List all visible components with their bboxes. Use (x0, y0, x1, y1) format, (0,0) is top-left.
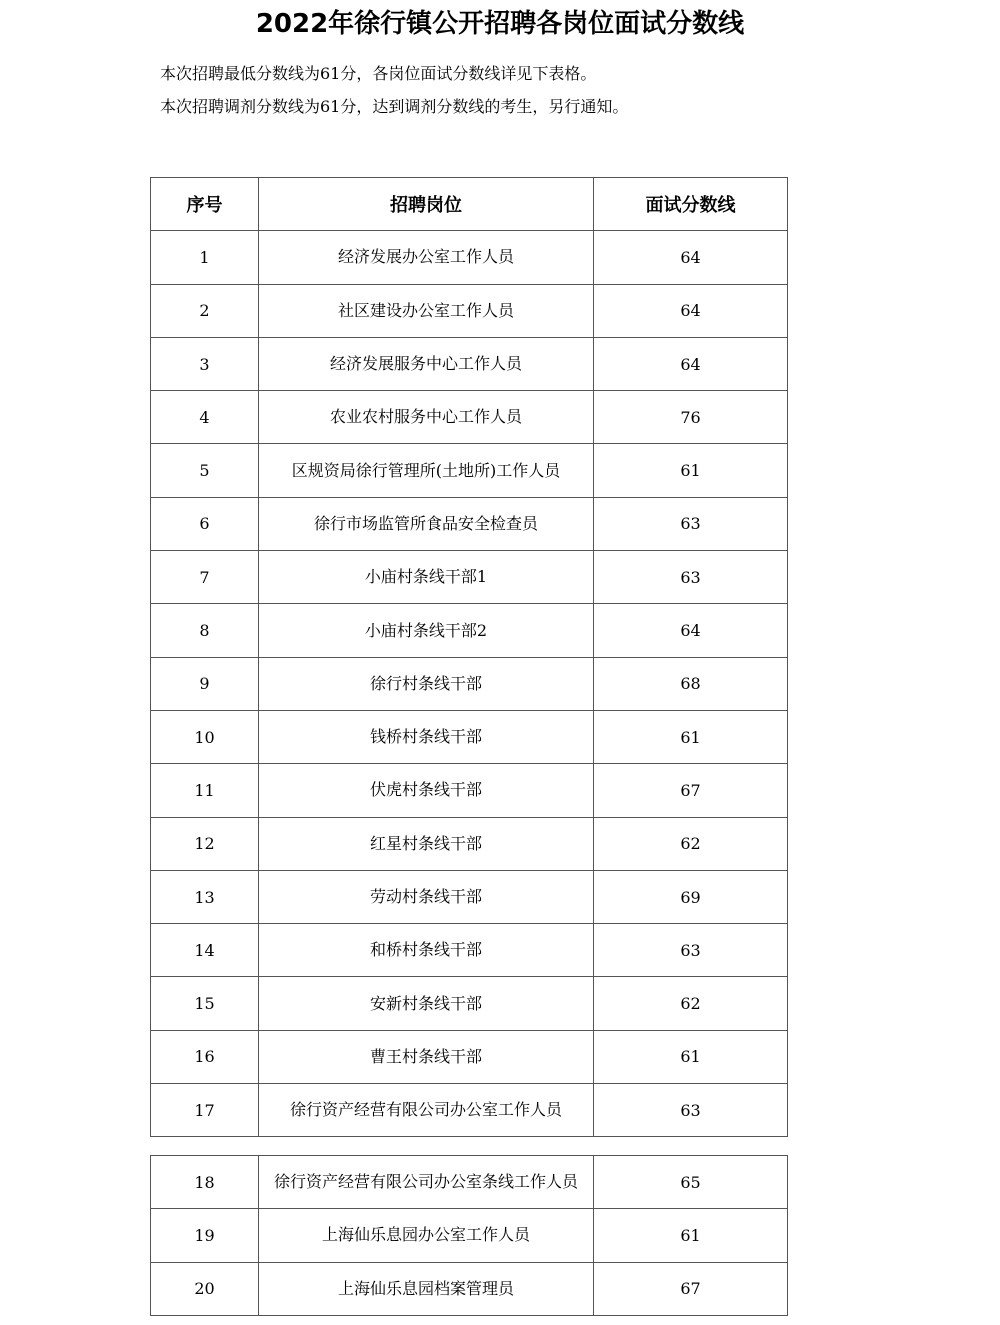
score-table-page-2 (150, 1155, 788, 1316)
row-number-cell: 4 (151, 391, 259, 444)
row-position-cell: 上海仙乐息园档案管理员 (259, 1262, 594, 1315)
row-score-cell: 61 (594, 1209, 788, 1262)
header-no: 序号 (151, 178, 259, 231)
row-score-cell: 64 (594, 231, 788, 284)
table-row (151, 391, 788, 444)
table-row (151, 1209, 788, 1262)
row-position-cell: 曹王村条线干部 (259, 1030, 594, 1083)
row-position-cell: 徐行资产经营有限公司办公室条线工作人员 (259, 1156, 594, 1209)
header-position: 招聘岗位 (259, 178, 594, 231)
table-row (151, 764, 788, 817)
row-number-cell: 3 (151, 337, 259, 390)
table-row (151, 817, 788, 870)
row-number-cell: 6 (151, 497, 259, 550)
row-score-cell: 64 (594, 604, 788, 657)
row-position-cell: 农业农村服务中心工作人员 (259, 391, 594, 444)
table-row (151, 284, 788, 337)
row-score-cell: 62 (594, 977, 788, 1030)
table-row (151, 604, 788, 657)
row-position-cell: 经济发展办公室工作人员 (259, 231, 594, 284)
table-row (151, 1084, 788, 1137)
row-number-cell: 2 (151, 284, 259, 337)
row-number-cell: 19 (151, 1209, 259, 1262)
row-score-cell: 63 (594, 497, 788, 550)
row-position-cell: 红星村条线干部 (259, 817, 594, 870)
row-score-cell: 68 (594, 657, 788, 710)
row-position-cell: 安新村条线干部 (259, 977, 594, 1030)
table-row (151, 1156, 788, 1209)
row-score-cell: 63 (594, 551, 788, 604)
row-number-cell: 15 (151, 977, 259, 1030)
row-position-cell: 社区建设办公室工作人员 (259, 284, 594, 337)
row-number-cell: 20 (151, 1262, 259, 1315)
row-number-cell: 7 (151, 551, 259, 604)
score-table-page-1 (150, 177, 788, 1137)
row-position-cell: 区规资局徐行管理所(土地所)工作人员 (259, 444, 594, 497)
notice-adjust-score: 本次招聘调剂分数线为61分，达到调剂分数线的考生，另行通知。 (160, 97, 629, 116)
row-position-cell: 经济发展服务中心工作人员 (259, 337, 594, 390)
row-position-cell: 徐行资产经营有限公司办公室工作人员 (259, 1084, 594, 1137)
row-score-cell: 61 (594, 1030, 788, 1083)
row-position-cell: 徐行村条线干部 (259, 657, 594, 710)
row-number-cell: 1 (151, 231, 259, 284)
row-position-cell: 上海仙乐息园办公室工作人员 (259, 1209, 594, 1262)
row-position-cell: 小庙村条线干部1 (259, 551, 594, 604)
table-row (151, 444, 788, 497)
row-score-cell: 76 (594, 391, 788, 444)
table-header-row (151, 178, 788, 231)
row-position-cell: 徐行市场监管所食品安全检查员 (259, 497, 594, 550)
row-position-cell: 劳动村条线干部 (259, 870, 594, 923)
row-number-cell: 5 (151, 444, 259, 497)
row-score-cell: 64 (594, 284, 788, 337)
row-number-cell: 16 (151, 1030, 259, 1083)
row-position-cell: 和桥村条线干部 (259, 924, 594, 977)
row-score-cell: 61 (594, 444, 788, 497)
row-number-cell: 11 (151, 764, 259, 817)
table-row (151, 870, 788, 923)
table-row (151, 1262, 788, 1315)
row-number-cell: 12 (151, 817, 259, 870)
table-row (151, 337, 788, 390)
row-position-cell: 钱桥村条线干部 (259, 710, 594, 763)
row-score-cell: 62 (594, 817, 788, 870)
table-row (151, 710, 788, 763)
table-row (151, 657, 788, 710)
row-score-cell: 67 (594, 764, 788, 817)
table-body-page-2 (151, 1156, 788, 1316)
row-score-cell: 67 (594, 1262, 788, 1315)
row-number-cell: 18 (151, 1156, 259, 1209)
row-position-cell: 伏虎村条线干部 (259, 764, 594, 817)
row-number-cell: 8 (151, 604, 259, 657)
table-row (151, 551, 788, 604)
row-score-cell: 61 (594, 710, 788, 763)
row-number-cell: 17 (151, 1084, 259, 1137)
row-score-cell: 65 (594, 1156, 788, 1209)
table-row (151, 1030, 788, 1083)
row-score-cell: 63 (594, 1084, 788, 1137)
row-number-cell: 10 (151, 710, 259, 763)
table-row (151, 497, 788, 550)
page-title: 2022年徐行镇公开招聘各岗位面试分数线 (255, 9, 745, 39)
row-number-cell: 13 (151, 870, 259, 923)
row-score-cell: 64 (594, 337, 788, 390)
row-number-cell: 9 (151, 657, 259, 710)
notice-min-score: 本次招聘最低分数线为61分，各岗位面试分数线详见下表格。 (160, 64, 597, 83)
table-body-page-1 (151, 231, 788, 1137)
table-row (151, 977, 788, 1030)
row-number-cell: 14 (151, 924, 259, 977)
row-position-cell: 小庙村条线干部2 (259, 604, 594, 657)
header-score: 面试分数线 (594, 178, 788, 231)
table-row (151, 231, 788, 284)
row-score-cell: 63 (594, 924, 788, 977)
row-score-cell: 69 (594, 870, 788, 923)
table-row (151, 924, 788, 977)
